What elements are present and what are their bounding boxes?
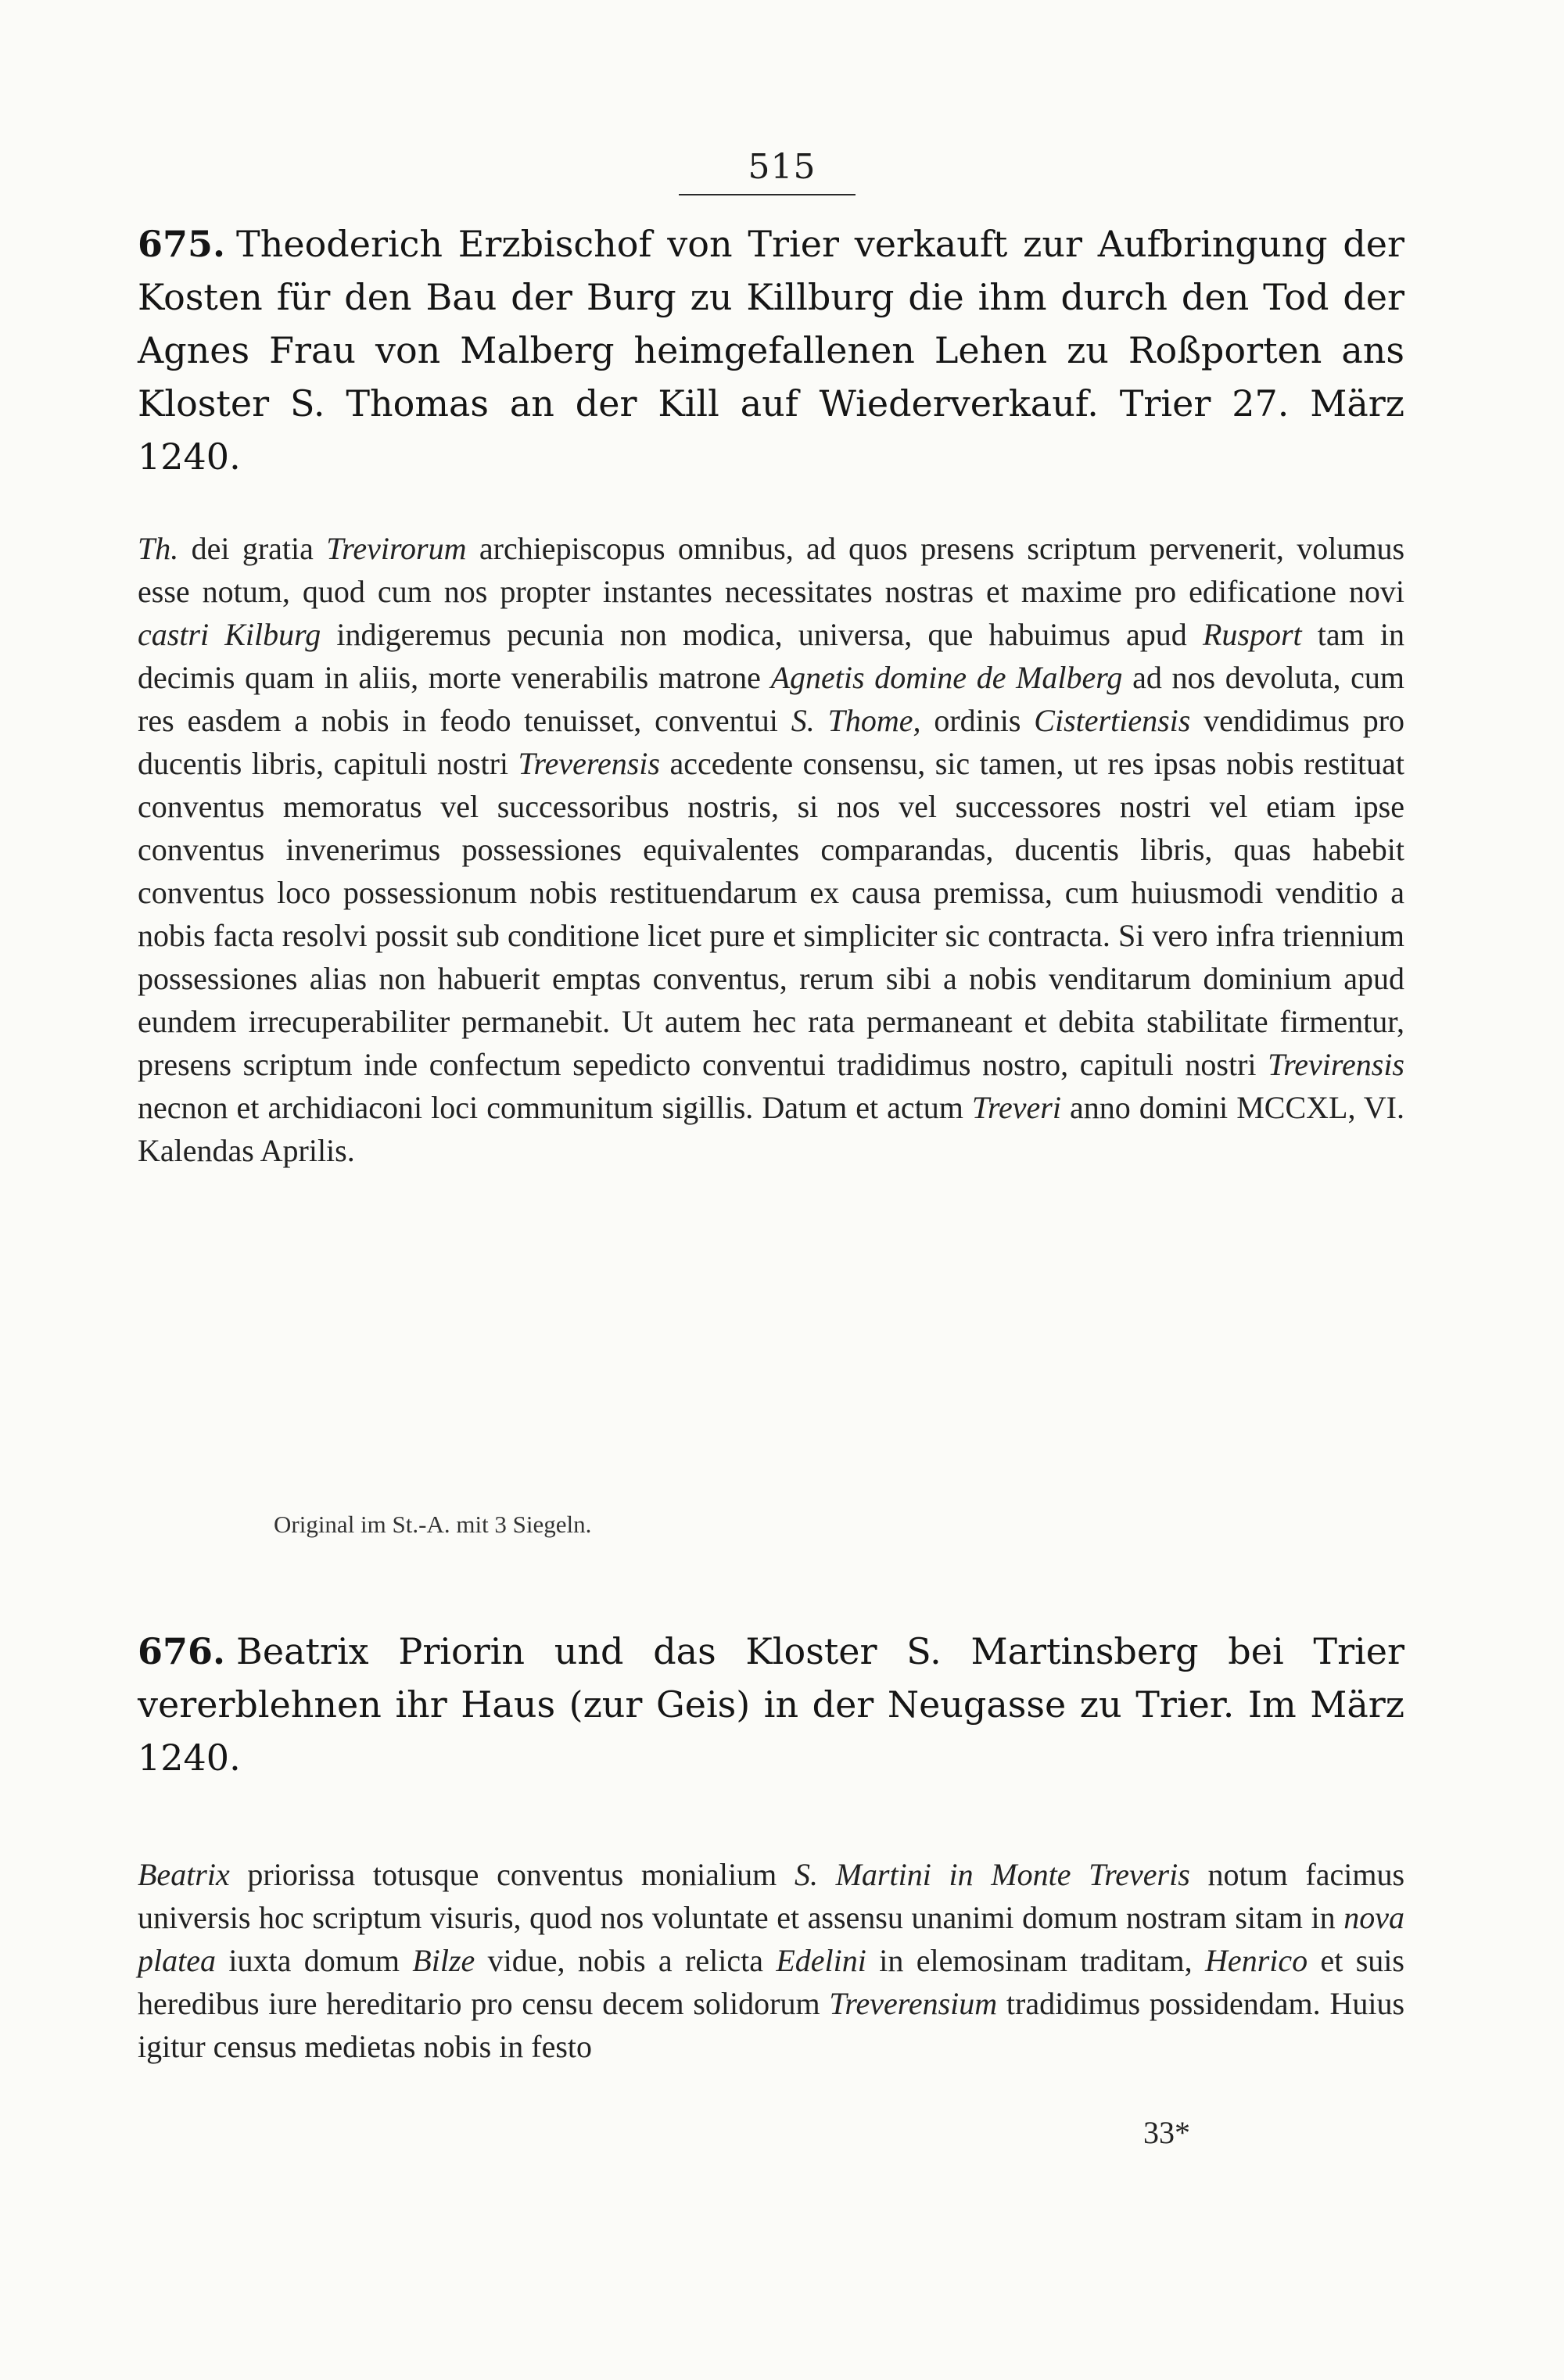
text-segment: tradidimus possidendam. Huius igitur census medietas nobis in festo [138, 1986, 1405, 2064]
text-segment: ad nos devoluta, cum res easdem a nobis in feodo tenuisset, conventui [138, 660, 1404, 738]
italic-name-segment: Treverensis [518, 746, 660, 781]
italic-name-segment: Bilze [412, 1943, 475, 1978]
italic-name-segment: Rusport [1202, 617, 1302, 652]
text-segment: tam in decimis quam in aliis, morte venerabilis matrone [138, 617, 1405, 695]
italic-name-segment: nova platea [138, 1900, 1404, 1978]
italic-name-segment: Henrico [1205, 1943, 1308, 1978]
text-segment: vendidimus pro ducentis libris, capituli nostri [138, 703, 1405, 781]
text-segment: vidue, nobis a relicta [475, 1943, 777, 1978]
charter-675-source-note: Original im St.-A. mit 3 Siegeln. [274, 1511, 592, 1538]
page-number: 515 [748, 147, 816, 187]
text-segment: et suis heredibus iure hereditario pro censu decem solidorum [138, 1943, 1404, 2021]
text-segment: notum facimus universis hoc scriptum visuris, quod nos voluntate et assensu unanimi domum nostram sitam in [138, 1857, 1405, 1935]
italic-name-segment: S. Thome, [791, 703, 921, 738]
text-segment: ordinis [920, 703, 1035, 738]
text-segment: priorissa totusque conventus monialium [229, 1857, 795, 1892]
italic-name-segment: castri Kilburg [138, 617, 321, 652]
italic-name-segment: S. Martini in Monte Treveris [794, 1857, 1190, 1892]
text-segment: necnon et archidiaconi loci communitum sigillis. Datum et actum [138, 1090, 972, 1125]
charter-676-title: Beatrix Priorin und das Kloster S. Martinsberg bei Trier vererblehnen ihr Haus (zur Geis) in der Neugasse zu Trier. Im März 1240. [138, 1630, 1404, 1779]
text-segment: accedente consensu, sic tamen, ut res ipsas nobis restituat conventus memoratus vel successoribus nostris, si nos vel successores nostri vel etiam ipse conventus invenerimus possessiones equivalentes comparandas, ducentis libris, quas habebit conventus loco possessionum nobis restituendarum ex causa premissa, cum huiusmodi venditio a nobis facta resolvi possit sub conditione licet pure et simpliciter sic contracta. Si vero infra triennium possessiones alias non habuerit emptas conventus, rerum sibi a nobis venditarum dominium apud eundem irrecuperabiliter permanebit. Ut autem hec rata permaneant et debita stabilitate firmentur, presens scriptum inde confectum sepedicto conventui tradidimus nostro, capituli nostri [138, 746, 1404, 1082]
charter-675-body [138, 527, 1404, 1172]
italic-name-segment: Treverensium [829, 1986, 998, 2021]
text-segment: dei gratia [178, 531, 327, 566]
text-segment: anno domini MCCXL, VI. Kalendas Aprilis. [138, 1090, 1404, 1168]
charter-676-number: 676. [138, 1630, 226, 1672]
charter-675-heading [138, 217, 1404, 483]
italic-name-segment: Trevirensis [1268, 1047, 1404, 1082]
italic-name-segment: Edelini [776, 1943, 866, 1978]
italic-name-segment: Th. [138, 531, 179, 566]
text-segment: indigeremus pecunia non modica, universa, que habuimus apud [321, 617, 1203, 652]
italic-name-segment: Treveri [971, 1090, 1061, 1125]
italic-name-segment: Beatrix [138, 1857, 230, 1892]
charter-675-text [138, 527, 1404, 1172]
italic-name-segment: Cistertiensis [1034, 703, 1191, 738]
text-segment: in elemosinam traditam, [866, 1943, 1206, 1978]
charter-675-number: 675. [138, 223, 226, 265]
text-segment: archiepiscopus omnibus, ad quos presens scriptum pervenerit, volumus esse notum, quod cum nos propter instantes necessitates nostras et maxime pro edificatione novi [138, 531, 1405, 609]
italic-name-segment: Agnetis domine de Malberg [770, 660, 1123, 695]
page-number-rule [679, 194, 856, 195]
charter-676-body [138, 1853, 1404, 2068]
text-segment: iuxta domum [215, 1943, 413, 1978]
italic-name-segment: Trevirorum [326, 531, 467, 566]
folio-signature: 33* [1143, 2115, 1190, 2150]
charter-676-heading [138, 1625, 1404, 1784]
charter-676-text [138, 1853, 1404, 2068]
charter-675-title: Theoderich Erzbischof von Trier verkauft zur Aufbringung der Kosten für den Bau der Burg zu Killburg die ihm durch den Tod der Agnes Frau von Malberg heimgefallenen Lehen zu Roßporten ans Kloster S. Thomas an der Kill auf Wiederverkauf. Trier 27. März 1240. [138, 223, 1404, 478]
